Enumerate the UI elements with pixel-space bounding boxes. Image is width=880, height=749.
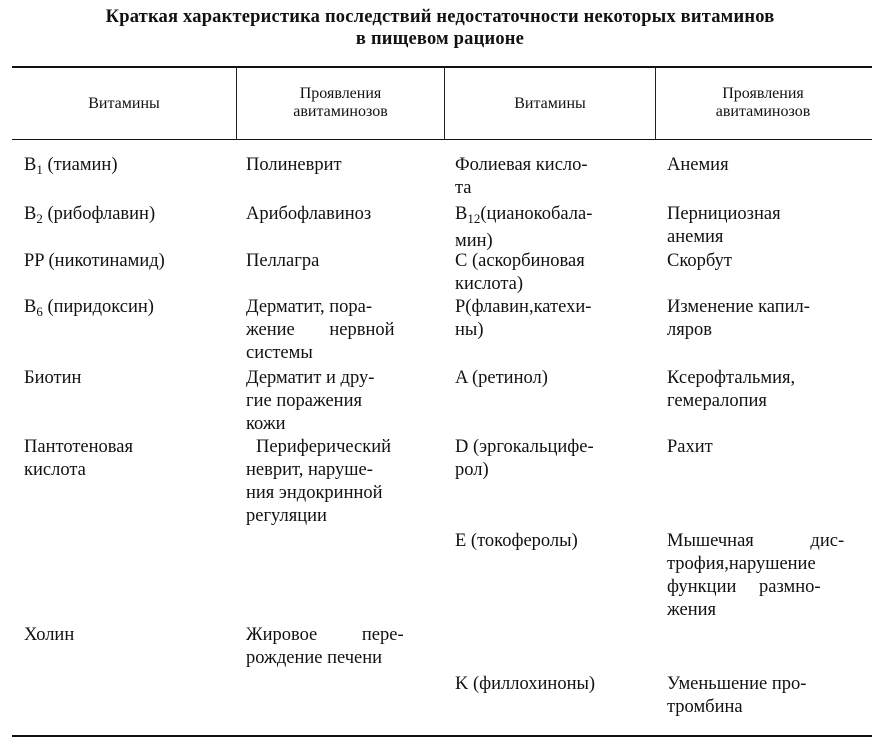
- manifestation-cell: [246, 367, 434, 436]
- vitamin-cell: [24, 154, 118, 181]
- manifestation-line: ляров: [667, 320, 712, 340]
- header-vitamins-right: Витамины: [514, 95, 586, 112]
- manifestation-line: кожи: [246, 414, 286, 434]
- vitamin-name-cont: рол): [455, 460, 489, 480]
- vitamin-cell: [455, 296, 591, 342]
- vitamin-subscript: 2: [36, 211, 43, 226]
- vitamin-name: C (аскорбиновая: [455, 251, 585, 271]
- vitamin-name: D (эргокальцифе-: [455, 437, 594, 457]
- bottom-rule: [12, 735, 872, 737]
- manifestation-cell: [246, 154, 434, 177]
- manifestation-line: Дерматит и дру-: [246, 368, 375, 388]
- vitamin-cell: [24, 203, 155, 230]
- vitamin-name-cont: мин): [455, 231, 493, 251]
- table-title: [0, 6, 880, 50]
- manifestation-cell: [246, 624, 436, 670]
- header-manifest-line1: Проявления: [299, 85, 382, 102]
- vitamin-name-cont: ны): [455, 320, 484, 340]
- vitamin-subscript: 6: [36, 304, 43, 319]
- vitamin-cell: [455, 250, 585, 296]
- vitamin-cell: [24, 296, 154, 323]
- top-rule: [12, 66, 872, 68]
- manifestation-line: Анемия: [667, 155, 729, 175]
- vitamin-name: (цианокобала-: [480, 204, 593, 224]
- manifestation-cell: [246, 250, 434, 273]
- vitamin-cell: [455, 673, 595, 696]
- manifestation-cell: [667, 154, 867, 177]
- manifestation-line: Скорбут: [667, 251, 732, 271]
- manifestation-line: системы: [246, 343, 313, 363]
- vitamin-cell: [455, 367, 548, 390]
- vitamin-letter: B: [24, 155, 37, 175]
- manifestation-line: Арибофлавиноз: [246, 204, 372, 224]
- vitamin-subscript: 1: [36, 162, 43, 177]
- manifestation-cell: [667, 673, 867, 719]
- vitamin-cell: [24, 250, 165, 273]
- header-vitamins-left: Витамины: [88, 95, 160, 112]
- vitamin-cell: [455, 154, 588, 200]
- manifestation-line: неврит, наруше-: [246, 460, 373, 480]
- manifestation-line: анемия: [667, 227, 724, 247]
- header-manifest-line2: авитаминозов: [715, 103, 811, 120]
- manifestation-line: Пернициозная: [667, 204, 781, 224]
- manifestation-line: тромбина: [667, 697, 743, 717]
- vitamin-name-cont: кислота): [455, 274, 524, 294]
- vitamin-name: (рибофлавин): [42, 204, 156, 224]
- manifestation-line: Ксерофтальмия,: [667, 368, 796, 388]
- manifestation-cell: [667, 203, 867, 249]
- vitamin-cell: [455, 203, 592, 253]
- vitamin-name: Холин: [24, 625, 75, 645]
- manifestation-line: регуляции: [246, 506, 327, 526]
- vitamin-cell: [24, 367, 81, 390]
- manifestation-line: функции размно-: [667, 577, 821, 597]
- vitamin-name: (тиамин): [42, 155, 118, 175]
- header-manifest-left: [237, 85, 444, 121]
- manifestation-cell: [667, 367, 867, 413]
- manifestation-line: гемералопия: [667, 391, 767, 411]
- title-line-2: в пищевом рационе: [355, 29, 525, 49]
- manifestation-cell: [667, 530, 867, 622]
- manifestation-line: Уменьшение про-: [667, 674, 807, 694]
- manifestation-line: гие поражения: [246, 391, 362, 411]
- vitamin-name: Биотин: [24, 368, 82, 388]
- manifestation-cell: [246, 436, 436, 528]
- manifestation-line: рождение печени: [246, 648, 383, 668]
- manifestation-cell: [246, 203, 434, 226]
- vitamin-name: Пантотеновая: [24, 437, 133, 457]
- manifestation-line: Полиневрит: [246, 155, 342, 175]
- vitamin-name-cont: кислота: [24, 460, 86, 480]
- manifestation-line: Рахит: [667, 437, 713, 457]
- manifestation-cell: [667, 296, 867, 342]
- vitamin-letter: B: [24, 204, 37, 224]
- manifestation-line: трофия,нарушение: [667, 554, 816, 574]
- manifestation-cell: [667, 250, 867, 273]
- vitamin-name: A (ретинол): [455, 368, 548, 388]
- vitamin-cell: [455, 436, 594, 482]
- vitamin-subscript: 12: [467, 211, 481, 226]
- header-manifest-right: [656, 85, 870, 121]
- vitamin-cell: [455, 530, 578, 553]
- manifestation-line: Дерматит, пора-: [246, 297, 373, 317]
- manifestation-cell: [667, 436, 867, 459]
- manifestation-line: Мышечная дис-: [667, 531, 845, 551]
- vitamin-name: Фолиевая кисло-: [455, 155, 588, 175]
- manifestation-line: Периферический: [256, 437, 392, 457]
- vitamin-name-cont: та: [455, 178, 472, 198]
- vitamin-letter: B: [455, 204, 468, 224]
- manifestation-cell: [246, 296, 434, 365]
- vitamin-cell: [24, 624, 74, 647]
- header-manifest-line1: Проявления: [722, 85, 804, 102]
- manifestation-line: ния эндокринной: [246, 483, 383, 503]
- title-line-1: Краткая характеристика последствий недостаточности некоторых витаминов: [105, 7, 775, 27]
- manifestation-line: жение нервной: [246, 320, 395, 340]
- vitamin-letter: B: [24, 297, 37, 317]
- manifestation-line: жения: [667, 600, 717, 620]
- vitamin-name: E (токоферолы): [455, 531, 578, 551]
- vitamin-name: PP (никотинамид): [24, 251, 165, 271]
- manifestation-line: Жировое пере-: [246, 625, 404, 645]
- vitamin-name: P(флавин,катехи-: [455, 297, 592, 317]
- vitamin-name: (пиридоксин): [42, 297, 154, 317]
- header-manifest-line2: авитаминозов: [293, 103, 388, 120]
- manifestation-line: Изменение капил-: [667, 297, 810, 317]
- vitamin-cell: [24, 436, 133, 482]
- header-rule: [12, 139, 872, 140]
- manifestation-line: Пеллагра: [246, 251, 320, 271]
- vitamin-name: K (филлохиноны): [455, 674, 596, 694]
